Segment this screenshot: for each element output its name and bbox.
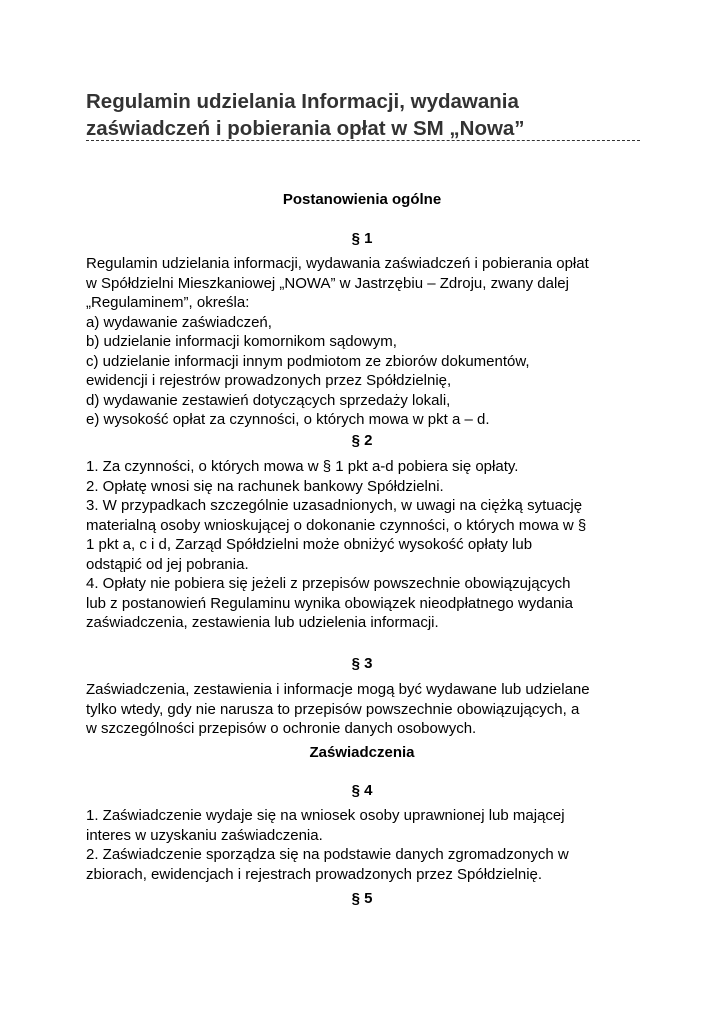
section-2-line: 1 pkt a, c i d, Zarząd Spółdzielni może obniżyć wysokość opłaty lub [86, 536, 533, 553]
section-1-text [86, 254, 642, 430]
section-1-line: „Regulaminem”, określa: [86, 294, 250, 311]
section-4-heading: § 4 [351, 782, 373, 799]
section-2-line: lub z postanowień Regulaminu wynika obowiązek nieodpłatnego wydania [86, 594, 573, 612]
section-4-line: interes w uzyskaniu zaświadczenia. [86, 826, 323, 844]
section-5-heading: § 5 [351, 890, 373, 907]
section-2-line: odstąpić od jej pobrania. [86, 555, 249, 573]
general-provisions-heading: Postanowienia ogólne [282, 191, 442, 208]
section-1-line: a) wydawanie zaświadczeń, [86, 313, 272, 331]
title-line-2: zaświadczeń i pobierania opłat w SM „Nowa” [86, 117, 525, 140]
title-dashed-rule [86, 140, 640, 141]
section-3-text [86, 680, 642, 739]
section-2-text [86, 457, 642, 633]
section-1-line: ewidencji i rejestrów prowadzonych przez Spółdzielnię, [86, 372, 452, 389]
section-1-line: e) wysokość opłat za czynności, o których mowa w pkt a – d. [86, 411, 490, 428]
section-2-line: 4. Opłaty nie pobiera się jeżeli z przepisów powszechnie obowiązujących [86, 575, 571, 592]
title-line-1: Regulamin udzielania Informacji, wydawania [86, 90, 519, 113]
section-3-heading: § 3 [351, 655, 373, 672]
section-2-heading: § 2 [351, 432, 373, 449]
section-2-line: materialną osoby wnioskującej o dokonanie czynności, o których mowa w § [86, 516, 587, 534]
section-4-text [86, 806, 642, 884]
section-3-line: Zaświadczenia, zestawienia i informacje mogą być wydawane lub udzielane [86, 681, 590, 698]
section-2-line: 1. Za czynności, o których mowa w § 1 pkt a-d pobiera się opłaty. [86, 458, 519, 475]
document-title [86, 88, 646, 142]
section-1-line: Regulamin udzielania informacji, wydawania zaświadczeń i pobierania opłat [86, 255, 589, 272]
section-1-heading: § 1 [351, 230, 373, 247]
certificates-heading: Zaświadczenia [309, 744, 415, 761]
section-1-line: d) wydawanie zestawień dotyczących sprzedaży lokali, [86, 391, 451, 409]
section-2-line: 3. W przypadkach szczególnie uzasadnionych, w uwagi na ciężką sytuację [86, 497, 583, 514]
section-4-line: zbiorach, ewidencjach i rejestrach prowadzonych przez Spółdzielnię. [86, 865, 543, 883]
section-2-line: 2. Opłatę wnosi się na rachunek bankowy Spółdzielni. [86, 477, 444, 495]
section-3-line: w szczególności przepisów o ochronie danych osobowych. [86, 720, 477, 737]
section-1-line: b) udzielanie informacji komornikom sądowym, [86, 333, 397, 350]
section-4-line: 2. Zaświadczenie sporządza się na podstawie danych zgromadzonych w [86, 846, 569, 863]
section-2-line: zaświadczenia, zestawienia lub udzielenia informacji. [86, 614, 439, 631]
section-1-line: c) udzielanie informacji innym podmiotom ze zbiorów dokumentów, [86, 352, 530, 370]
section-1-line: w Spółdzielni Mieszkaniowej „NOWA” w Jastrzębiu – Zdroju, zwany dalej [86, 274, 569, 292]
section-3-line: tylko wtedy, gdy nie narusza to przepisów powszechnie obowiązujących, a [86, 700, 580, 718]
section-4-line: 1. Zaświadczenie wydaje się na wniosek osoby uprawnionej lub mającej [86, 807, 565, 824]
